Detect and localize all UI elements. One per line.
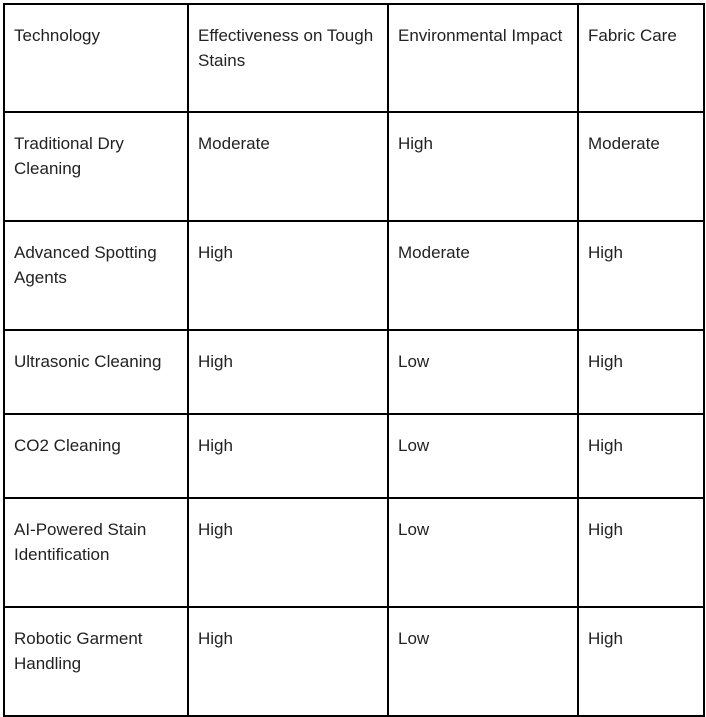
header-cell-effectiveness: Effectiveness on Tough Stains [188,4,388,112]
table-row [4,607,704,716]
cell-environmental-impact: Moderate [388,221,578,330]
cell-fabric-care: High [578,221,704,330]
table-row [4,414,704,498]
cell-technology: Advanced Spotting Agents [4,221,188,330]
table-row [4,330,704,414]
header-row [4,4,704,112]
table-row [4,112,704,221]
header-cell-fabric-care: Fabric Care [578,4,704,112]
cell-effectiveness: High [188,607,388,716]
cell-fabric-care: High [578,498,704,607]
cell-fabric-care: High [578,330,704,414]
cell-effectiveness: High [188,414,388,498]
cell-technology: AI-Powered Stain Identification [4,498,188,607]
header-cell-technology: Technology [4,4,188,112]
cell-technology: Robotic Garment Handling [4,607,188,716]
cell-environmental-impact: High [388,112,578,221]
cell-fabric-care: High [578,607,704,716]
cell-effectiveness: High [188,330,388,414]
cell-technology: Traditional Dry Cleaning [4,112,188,221]
cell-environmental-impact: Low [388,414,578,498]
cell-environmental-impact: Low [388,330,578,414]
cell-effectiveness: High [188,498,388,607]
cell-technology: CO2 Cleaning [4,414,188,498]
cell-effectiveness: Moderate [188,112,388,221]
cell-effectiveness: High [188,221,388,330]
cell-environmental-impact: Low [388,607,578,716]
cell-fabric-care: Moderate [578,112,704,221]
cell-environmental-impact: Low [388,498,578,607]
comparison-table [3,3,705,717]
header-cell-environmental-impact: Environmental Impact [388,4,578,112]
cell-technology: Ultrasonic Cleaning [4,330,188,414]
cell-fabric-care: High [578,414,704,498]
table-row [4,221,704,330]
table-row [4,498,704,607]
